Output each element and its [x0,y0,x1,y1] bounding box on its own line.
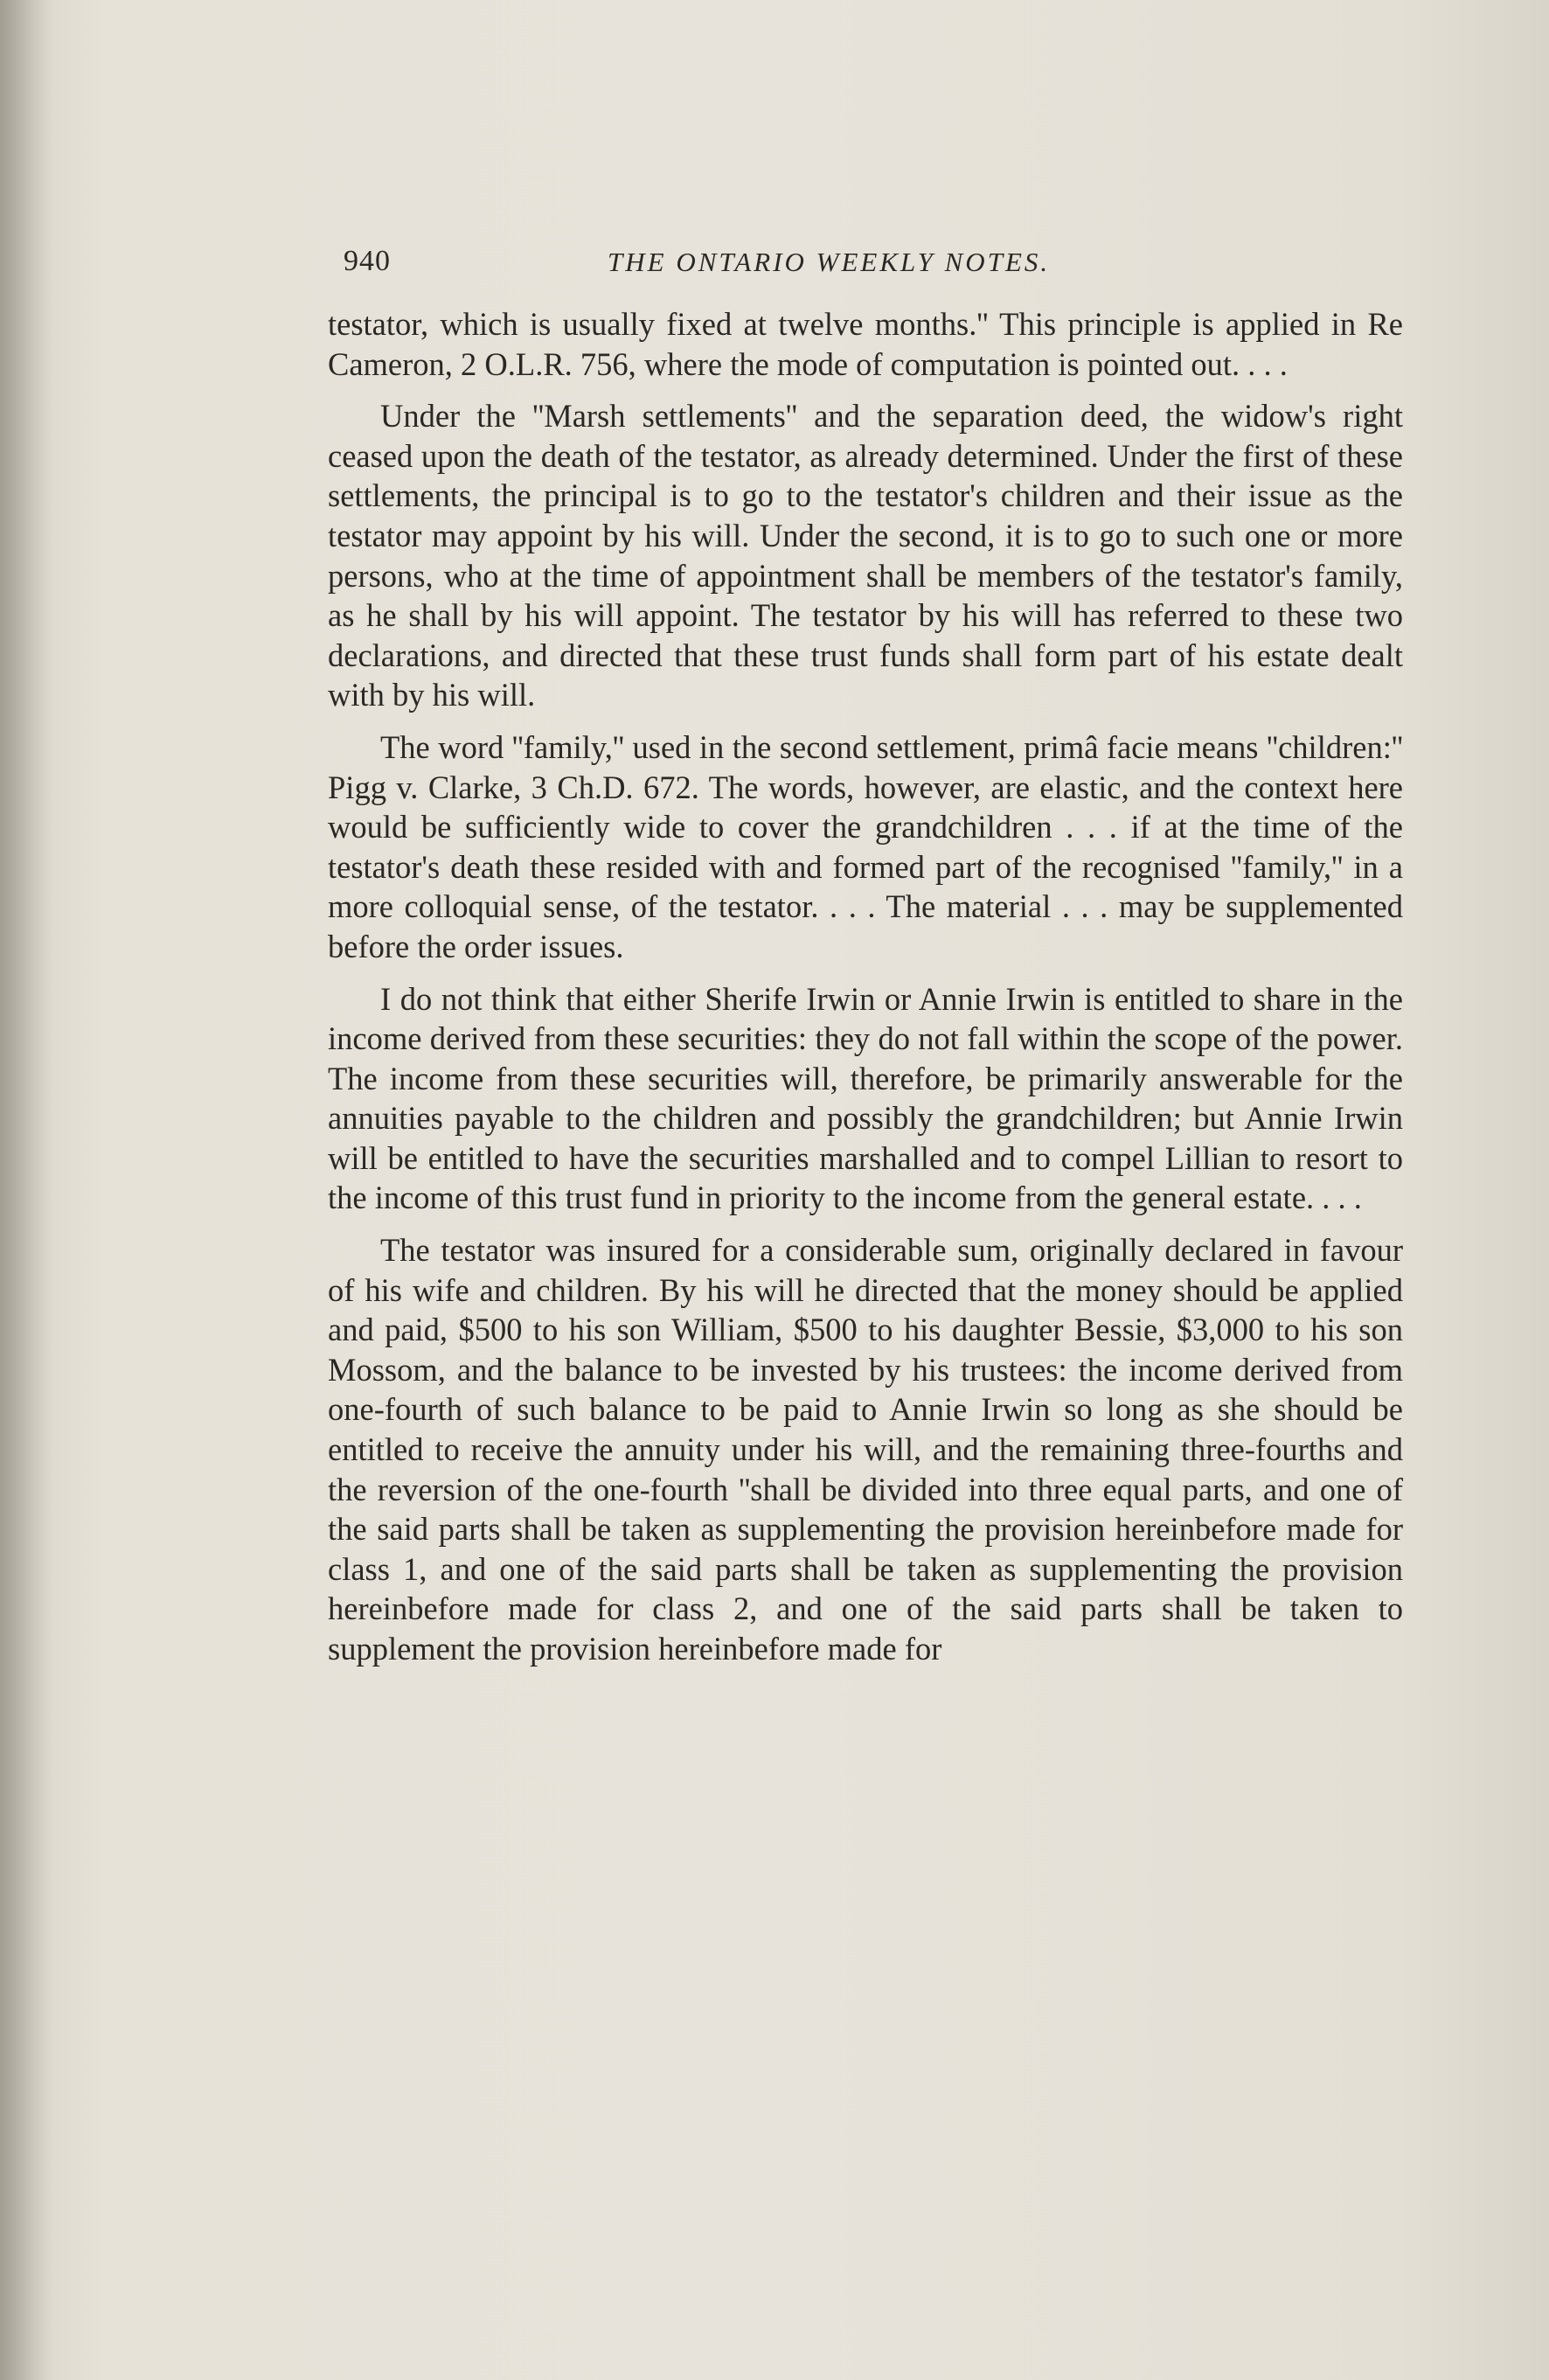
paragraph-insurance: The testator was insured for a considerable sum, originally declared in favour of his wife and children. By his will he directed that the money should be applied and paid, $500 to his son William, $500 to his daughter Bessie, $3,000 to his son Mossom, and the balance to be invested by his trustees: the income derived from one-fourth of such balance to be paid to Annie Irwin so long as she should be entitled to receive the annuity under his will, and the remaining three-fourths and the reversion of the one-fourth ''shall be divided into three equal parts, and one of the said parts shall be taken as supplementing the provision hereinbefore made for class 1, and one of the said parts shall be taken as supplementing the provision hereinbefore made for class 2, and one of the said parts shall be taken to supplement the provision hereinbefore made for [328,1232,1403,1667]
journal-title: THE ONTARIO WEEKLY NOTES. [608,247,1051,277]
paragraph-irwin-entitlement: I do not think that either Sherife Irwin or Annie Irwin is entitled to share in the income derived from these securities: they do not fall within the scope of the power. The income from these securities will, therefore, be primarily answerable for the annuities payable to the children and possibly the grandchildren; but Annie Irwin will be entitled to have the securities marshalled and to compel Lillian to resort to the income of this trust fund in priority to the income from the general estate. . . . [328,980,1403,1216]
paragraph-continuation: testator, which is usually fixed at twelve months.'' This principle is applied in Re Cameron, 2 O.L.R. 756, where the mode of computation is pointed out. . . . [328,306,1403,382]
body-text [328,304,1403,1669]
binding-shadow [0,0,52,2380]
page-number: 940 [344,245,391,277]
paragraph-family-meaning: The word ''family,'' used in the second settlement, primâ facie means ''children:'' Pigg v. Clarke, 3 Ch.D. 672. The words, however, are elastic, and the context here would be sufficiently wide to cover the grandchildren . . . if at the time of the testator's death these resided with and formed part of the recognised ''family,'' in a more colloquial sense, of the testator. . . . The material . . . may be supplemented before the order issues. [328,728,1403,964]
page-content [328,236,1403,1681]
paragraph-marsh-settlements: Under the ''Marsh settlements'' and the separation deed, the widow's right ceased upon the death of the testator, as already determined. Under the first of these settlements, the principal is to go to the testator's children and their issue as the testator may appoint by his will. Under the second, it is to go to such one or more persons, who at the time of appointment shall be members of the testator's family, as he shall by his will appoint. The testator by his will has referred to these two declarations, and directed that these trust funds shall form part of his estate dealt with by his will. [328,398,1403,713]
running-head [328,236,1403,289]
